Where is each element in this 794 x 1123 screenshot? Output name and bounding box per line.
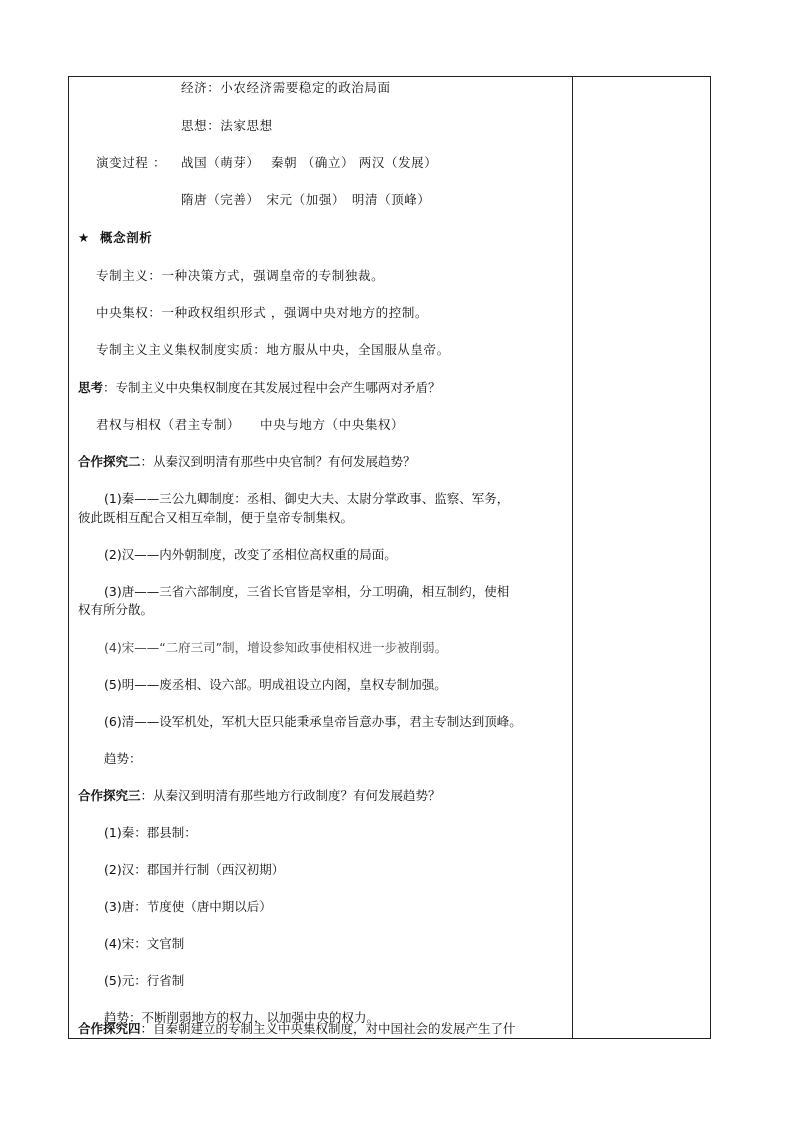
qin-central-system-cont: 彼此既相互配合又相互牵制，便于皇帝专制集权。	[78, 510, 354, 525]
centralization-definition: 中央集权：一种政权组织形式 ，强调中央对地方的控制。	[96, 305, 429, 320]
tang-central-system-cont: 权有所分散。	[78, 602, 154, 617]
explore-three-text: ：从秦汉到明清有那些地方行政制度？有何发展趋势？	[140, 788, 441, 803]
ming-central-system: (5)明——废丞相、设六部。明成祖设立内阁，皇权专制加强。	[104, 677, 447, 692]
explore-four-label: 合作探究四	[78, 1021, 141, 1036]
explore-three-label: 合作探究三	[78, 788, 141, 803]
think-text: ：专制主义中央集权制度在其发展过程中会产生哪两对矛盾？	[103, 380, 441, 395]
explore-three-question	[78, 788, 441, 804]
evolution-label: 演变过程 ：	[96, 155, 167, 170]
think-label: 思考	[78, 380, 104, 395]
think-question	[78, 380, 441, 396]
qin-central-system: (1)秦——三公九卿制度：丞相、御史大夫、太尉分掌政事、监察、军务，	[104, 491, 510, 506]
song-local-system: (4)宋：文官制	[104, 936, 185, 951]
contradictions-line: 君权与相权（君主专制） 中央与地方（中央集权）	[96, 417, 405, 432]
evolution-stages-1: 战国（萌芽） 秦朝 （确立） 两汉（发展）	[181, 155, 438, 170]
song-central-system: (4)宋——“二府三司”制，增设参知政事使相权进一步被削弱。	[104, 640, 448, 655]
concept-heading: 概念剖析	[100, 230, 153, 245]
evolution-stages-2: 隋唐（完善） 宋元（加强） 明清（顶峰）	[181, 192, 431, 207]
column-divider	[572, 76, 573, 1039]
central-trend: 趋势：	[104, 751, 142, 766]
qin-local-system: (1)秦：郡县制：	[104, 825, 197, 840]
yuan-local-system: (5)元：行省制	[104, 973, 185, 988]
han-central-system: (2)汉——内外朝制度，改变了丞相位高权重的局面。	[104, 547, 397, 562]
han-local-system: (2)汉：郡国并行制（西汉初期）	[104, 862, 285, 877]
star-icon: ★	[78, 230, 90, 245]
thought-line: 思想：法家思想	[181, 118, 273, 133]
explore-four-text: ：自秦朝建立的专制主义中央集权制度，对中国社会的发展产生了什	[140, 1021, 516, 1036]
economy-line: 经济：小农经济需要稳定的政治局面	[181, 80, 391, 95]
explore-four-question	[78, 1021, 516, 1037]
tang-central-system: (3)唐——三省六部制度，三省长官皆是宰相，分工明确，相互制约，使相	[104, 584, 510, 599]
despotism-definition: 专制主义：一种决策方式，强调皇帝的专制独裁。	[96, 268, 385, 283]
local-trend: 趋势：不断削弱地方的权力，以加强中央的权力。	[104, 1010, 380, 1025]
explore-two-label: 合作探究二	[78, 454, 141, 469]
qing-central-system: (6)清——设军机处，军机大臣只能秉承皇帝旨意办事，君主专制达到顶峰。	[104, 714, 522, 729]
explore-two-text: ：从秦汉到明清有那些中央官制？有何发展趋势？	[140, 454, 416, 469]
essence-line: 专制主义主义集权制度实质：地方服从中央，全国服从皇帝。	[96, 342, 450, 357]
explore-two-question	[78, 454, 416, 470]
tang-local-system: (3)唐：节度使（唐中期以后）	[104, 899, 272, 914]
